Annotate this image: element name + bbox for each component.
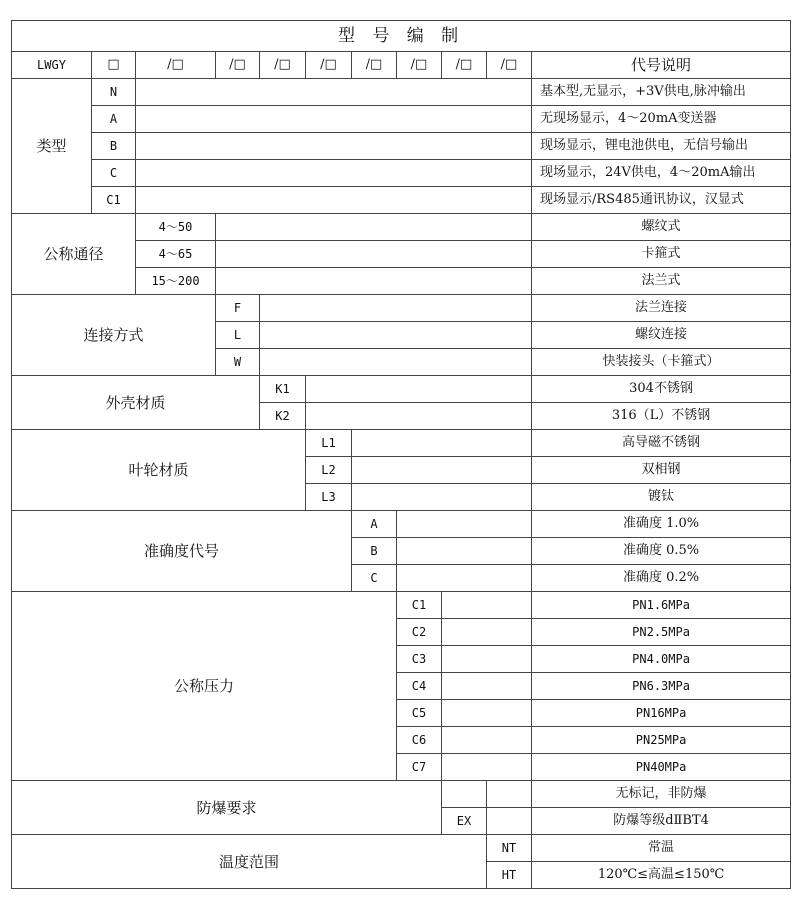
blank-cell <box>136 160 532 187</box>
accuracy-code: C <box>352 565 397 592</box>
blank-cell <box>136 133 532 160</box>
blank-cell <box>306 403 532 430</box>
type-label: 类型 <box>12 79 92 214</box>
shell-label: 外壳材质 <box>12 376 260 430</box>
impeller-code: L2 <box>306 457 352 484</box>
connection-label: 连接方式 <box>12 295 216 376</box>
accuracy-code: A <box>352 511 397 538</box>
pressure-desc: PN1.6MPa <box>532 592 791 619</box>
slot-9: /□ <box>487 52 532 79</box>
blank-cell <box>260 295 532 322</box>
pressure-code: C7 <box>397 754 442 781</box>
pressure-desc: PN6.3MPa <box>532 673 791 700</box>
impeller-desc: 镀钛 <box>532 484 791 511</box>
blank-cell <box>260 349 532 376</box>
pressure-code: C1 <box>397 592 442 619</box>
table-row <box>12 835 791 862</box>
shell-code: K1 <box>260 376 306 403</box>
type-desc: 无现场显示，4～20mA变送器 <box>532 106 791 133</box>
table-row <box>12 295 791 322</box>
blank-cell <box>397 538 532 565</box>
type-code: C <box>92 160 136 187</box>
slot-4: /□ <box>260 52 306 79</box>
pressure-desc: PN2.5MPa <box>532 619 791 646</box>
temperature-label: 温度范围 <box>12 835 487 889</box>
table-title: 型 号 编 制 <box>12 21 791 52</box>
blank-cell <box>442 754 532 781</box>
table-row <box>12 430 791 457</box>
diameter-code: 15～200 <box>136 268 216 295</box>
connection-desc: 螺纹连接 <box>532 322 791 349</box>
diameter-desc: 法兰式 <box>532 268 791 295</box>
diameter-desc: 卡箍式 <box>532 241 791 268</box>
title-row <box>12 21 791 52</box>
type-desc: 现场显示/RS485通讯协议，汉显式 <box>532 187 791 214</box>
diameter-desc: 螺纹式 <box>532 214 791 241</box>
type-desc: 现场显示，24V供电，4～20mA输出 <box>532 160 791 187</box>
type-desc: 现场显示，锂电池供电，无信号输出 <box>532 133 791 160</box>
accuracy-desc: 准确度 0.5% <box>532 538 791 565</box>
slot-7: /□ <box>397 52 442 79</box>
shell-desc: 316（L）不锈钢 <box>532 403 791 430</box>
model-prefix: LWGY <box>12 52 92 79</box>
shell-desc: 304不锈钢 <box>532 376 791 403</box>
pressure-label: 公称压力 <box>12 592 397 781</box>
blank-cell <box>442 646 532 673</box>
temperature-code: NT <box>487 835 532 862</box>
explosion-desc: 防爆等级dⅡBT4 <box>532 808 791 835</box>
blank-cell <box>442 700 532 727</box>
blank-cell <box>216 241 532 268</box>
blank-cell <box>216 214 532 241</box>
table-row <box>12 187 791 214</box>
pressure-desc: PN4.0MPa <box>532 646 791 673</box>
blank-cell <box>352 430 532 457</box>
connection-desc: 法兰连接 <box>532 295 791 322</box>
table-row <box>12 511 791 538</box>
slot-5: /□ <box>306 52 352 79</box>
blank-cell <box>352 484 532 511</box>
blank-cell <box>442 619 532 646</box>
diameter-code: 4～65 <box>136 241 216 268</box>
blank-cell <box>136 106 532 133</box>
blank-cell <box>136 187 532 214</box>
table-row <box>12 592 791 619</box>
blank-cell <box>442 727 532 754</box>
impeller-label: 叶轮材质 <box>12 430 306 511</box>
desc-header: 代号说明 <box>532 52 791 79</box>
impeller-desc: 高导磁不锈钢 <box>532 430 791 457</box>
type-code: B <box>92 133 136 160</box>
table-row <box>12 160 791 187</box>
pressure-desc: PN25MPa <box>532 727 791 754</box>
shell-code: K2 <box>260 403 306 430</box>
model-code-table <box>11 20 791 889</box>
blank-cell <box>136 79 532 106</box>
connection-code: F <box>216 295 260 322</box>
explosion-desc: 无标记，非防爆 <box>532 781 791 808</box>
slot-8: /□ <box>442 52 487 79</box>
blank-cell <box>216 268 532 295</box>
pressure-desc: PN16MPa <box>532 700 791 727</box>
blank-cell <box>260 322 532 349</box>
type-desc: 基本型,无显示，+3V供电,脉冲输出 <box>532 79 791 106</box>
explosion-label: 防爆要求 <box>12 781 442 835</box>
model-code-sheet <box>11 20 791 889</box>
accuracy-label: 准确度代号 <box>12 511 352 592</box>
pressure-code: C2 <box>397 619 442 646</box>
type-code: C1 <box>92 187 136 214</box>
accuracy-code: B <box>352 538 397 565</box>
impeller-code: L3 <box>306 484 352 511</box>
blank-cell <box>487 781 532 808</box>
accuracy-desc: 准确度 1.0% <box>532 511 791 538</box>
impeller-desc: 双相钢 <box>532 457 791 484</box>
header-row <box>12 52 791 79</box>
explosion-code <box>442 781 487 808</box>
connection-code: L <box>216 322 260 349</box>
slot-3: /□ <box>216 52 260 79</box>
accuracy-desc: 准确度 0.2% <box>532 565 791 592</box>
type-code: N <box>92 79 136 106</box>
blank-cell <box>306 376 532 403</box>
blank-cell <box>397 565 532 592</box>
connection-desc: 快装接头（卡箍式） <box>532 349 791 376</box>
slot-6: /□ <box>352 52 397 79</box>
impeller-code: L1 <box>306 430 352 457</box>
table-row <box>12 214 791 241</box>
slot-1: □ <box>92 52 136 79</box>
explosion-code: EX <box>442 808 487 835</box>
table-row <box>12 106 791 133</box>
table-row <box>12 79 791 106</box>
blank-cell <box>442 673 532 700</box>
connection-code: W <box>216 349 260 376</box>
temperature-desc: 常温 <box>532 835 791 862</box>
type-code: A <box>92 106 136 133</box>
pressure-code: C4 <box>397 673 442 700</box>
pressure-code: C5 <box>397 700 442 727</box>
table-row <box>12 133 791 160</box>
table-row <box>12 376 791 403</box>
table-row <box>12 781 791 808</box>
slot-2: /□ <box>136 52 216 79</box>
temperature-desc: 120℃≤高温≤150℃ <box>532 862 791 889</box>
pressure-code: C6 <box>397 727 442 754</box>
blank-cell <box>487 808 532 835</box>
pressure-desc: PN40MPa <box>532 754 791 781</box>
temperature-code: HT <box>487 862 532 889</box>
diameter-label: 公称通径 <box>12 214 136 295</box>
blank-cell <box>442 592 532 619</box>
blank-cell <box>352 457 532 484</box>
pressure-code: C3 <box>397 646 442 673</box>
diameter-code: 4～50 <box>136 214 216 241</box>
blank-cell <box>397 511 532 538</box>
